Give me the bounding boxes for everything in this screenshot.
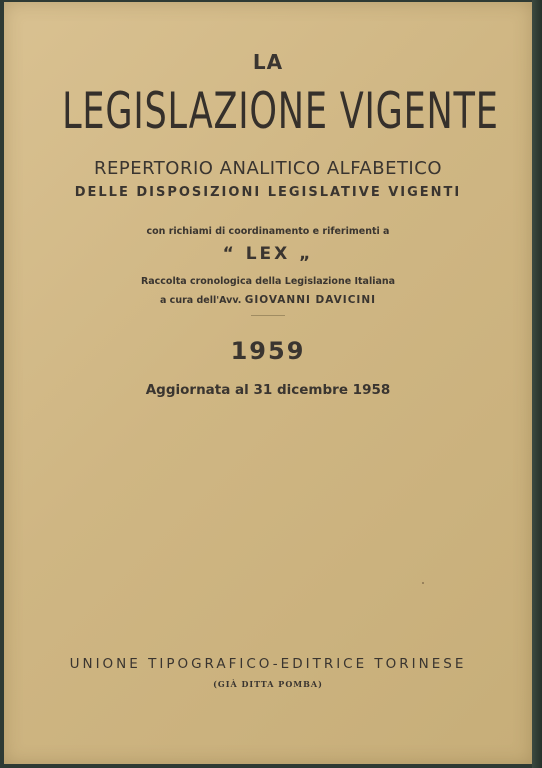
title-article: LA [252, 50, 284, 74]
editor-prefix: a cura dell'Avv. [159, 295, 242, 306]
divider [251, 315, 285, 316]
book-cover [4, 2, 532, 764]
editor-name: GIOVANNI DAVICINI [244, 294, 377, 306]
editor-line [4, 294, 532, 306]
paper-speck [422, 582, 424, 584]
updated-note: Aggiornata al 31 dicembre 1958 [145, 382, 391, 398]
edition-year: 1959 [230, 337, 306, 365]
collection-note: Raccolta cronologica della Legislazione Italiana [140, 276, 396, 287]
book-edge [532, 0, 542, 768]
publisher-name: UNIONE TIPOGRAFICO-EDITRICE TORINESE [69, 656, 467, 672]
subtitle-line-1: REPERTORIO ANALITICO ALFABETICO [94, 158, 442, 179]
publisher-note: (GIÀ DITTA POMBA) [213, 679, 323, 689]
coordination-note: con richiami di coordinamento e riferimenti a [146, 226, 390, 237]
lex-label: “ LEX „ [222, 244, 314, 264]
book-title: LEGISLAZIONE VIGENTE [62, 82, 499, 140]
subtitle-line-2: DELLE DISPOSIZIONI LEGISLATIVE VIGENTI [74, 185, 462, 200]
